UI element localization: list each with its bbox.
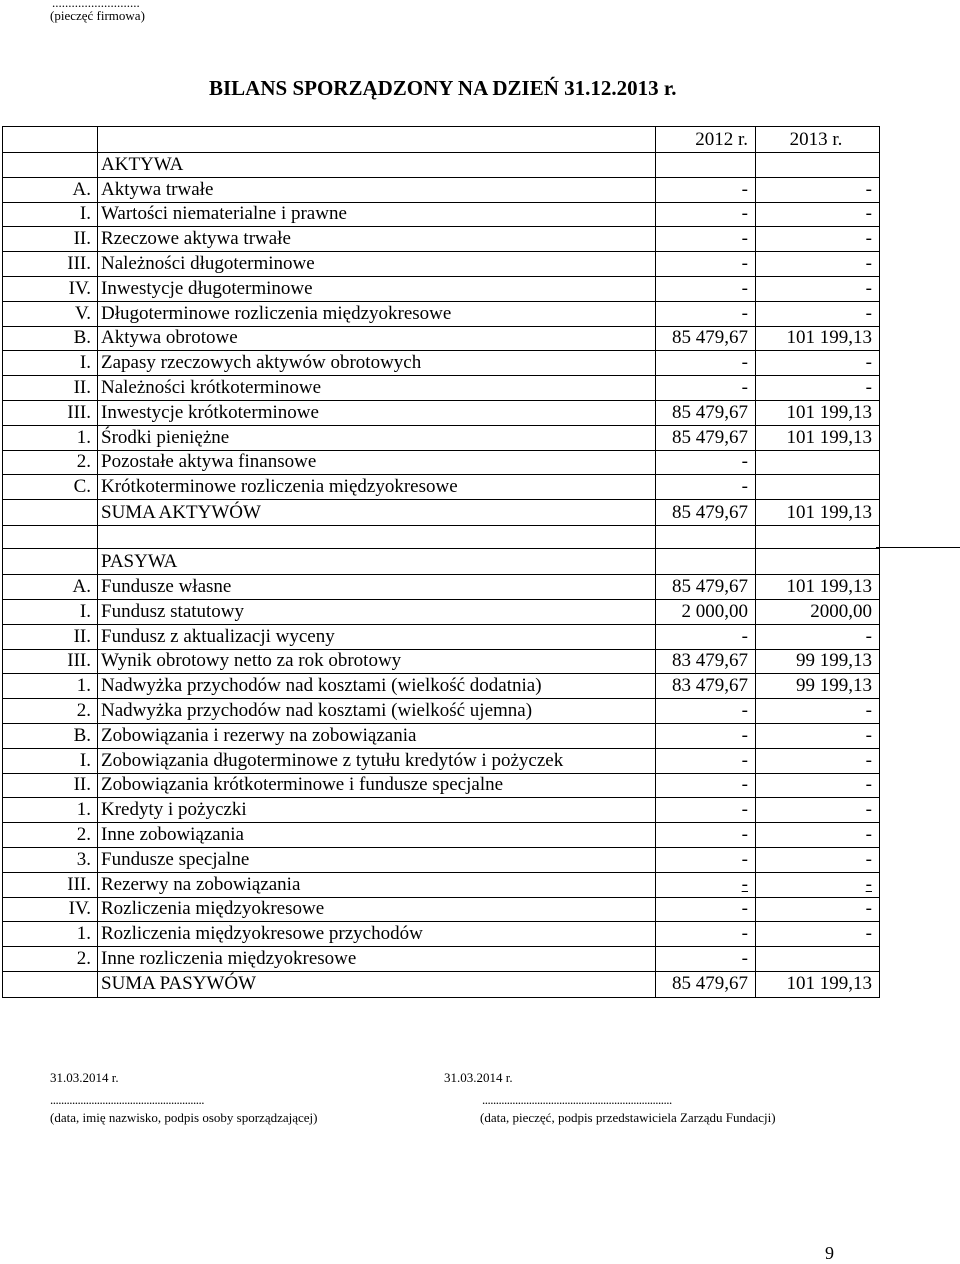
left-signature-label: (data, imię nazwisko, podpis osoby sporządzającej) bbox=[50, 1110, 318, 1125]
liability-row-label: Inne zobowiązania bbox=[98, 823, 656, 848]
asset-row-value-2013: - bbox=[756, 301, 880, 326]
liability-row-value-2013: 2000,00 bbox=[756, 599, 880, 624]
liability-row bbox=[3, 872, 880, 897]
column-header-2012: 2012 r. bbox=[656, 127, 756, 153]
liability-row-number: I. bbox=[3, 599, 98, 624]
liability-row-value-2013 bbox=[756, 947, 880, 972]
liability-row-value-2012: - bbox=[656, 897, 756, 922]
asset-row bbox=[3, 376, 880, 401]
liability-row bbox=[3, 947, 880, 972]
asset-row-number: III. bbox=[3, 252, 98, 277]
liability-row-label: Inne rozliczenia międzyokresowe bbox=[98, 947, 656, 972]
liability-row bbox=[3, 699, 880, 724]
liability-row-value-2012: - bbox=[656, 947, 756, 972]
asset-row-value-2013: - bbox=[756, 177, 880, 202]
liability-row-number: 1. bbox=[3, 674, 98, 699]
asset-row-label: Pozostałe aktywa finansowe bbox=[98, 450, 656, 475]
column-header-row bbox=[3, 127, 880, 153]
liability-row-value-2013: - bbox=[756, 699, 880, 724]
liability-row-number: III. bbox=[3, 872, 98, 897]
asset-row-label: Krótkoterminowe rozliczenia międzyokresowe bbox=[98, 475, 656, 500]
liabilities-total-2013: 101 199,13 bbox=[756, 971, 880, 997]
page-number: 9 bbox=[825, 1243, 834, 1263]
asset-row-value-2012: - bbox=[656, 276, 756, 301]
left-signature-dots: ........................................................ bbox=[50, 1092, 204, 1107]
liability-row-value-2013: - bbox=[756, 798, 880, 823]
asset-row-value-2012: - bbox=[656, 227, 756, 252]
liability-row bbox=[3, 674, 880, 699]
asset-row-value-2012: - bbox=[656, 351, 756, 376]
asset-row bbox=[3, 276, 880, 301]
asset-row-label: Zapasy rzeczowych aktywów obrotowych bbox=[98, 351, 656, 376]
liability-row-value-2012: - bbox=[656, 823, 756, 848]
column-header-2013: 2013 r. bbox=[756, 127, 880, 153]
asset-row-value-2013: 101 199,13 bbox=[756, 400, 880, 425]
left-signature-date: 31.03.2014 r. bbox=[50, 1070, 119, 1085]
asset-row-value-2012: - bbox=[656, 252, 756, 277]
asset-row-value-2013: - bbox=[756, 276, 880, 301]
right-signature-date: 31.03.2014 r. bbox=[444, 1070, 513, 1085]
asset-row-value-2013 bbox=[756, 450, 880, 475]
stamp-label: (pieczęć firmowa) bbox=[50, 8, 145, 23]
liabilities-total-label: SUMA PASYWÓW bbox=[98, 971, 656, 997]
liability-row-number: 1. bbox=[3, 798, 98, 823]
liability-row-label: Rezerwy na zobowiązania bbox=[98, 872, 656, 897]
assets-rows bbox=[3, 177, 880, 499]
liability-row-label: Zobowiązania i rezerwy na zobowiązania bbox=[98, 723, 656, 748]
asset-row bbox=[3, 351, 880, 376]
asset-row-label: Aktywa obrotowe bbox=[98, 326, 656, 351]
liability-row-value-2012: - bbox=[656, 773, 756, 798]
asset-row-label: Środki pieniężne bbox=[98, 425, 656, 450]
liability-row-value-2012: - bbox=[656, 624, 756, 649]
asset-row bbox=[3, 252, 880, 277]
liability-row bbox=[3, 823, 880, 848]
liability-row-value-2012: 2 000,00 bbox=[656, 599, 756, 624]
asset-row-label: Aktywa trwałe bbox=[98, 177, 656, 202]
liability-row bbox=[3, 847, 880, 872]
liabilities-total-row bbox=[3, 971, 880, 997]
asset-row-label: Długoterminowe rozliczenia międzyokresowe bbox=[98, 301, 656, 326]
liability-row-value-2013: 101 199,13 bbox=[756, 575, 880, 600]
liability-row-value-2013: - bbox=[756, 872, 880, 897]
liability-row-label: Kredyty i pożyczki bbox=[98, 798, 656, 823]
asset-row-value-2012: 85 479,67 bbox=[656, 326, 756, 351]
asset-row-value-2013: 101 199,13 bbox=[756, 425, 880, 450]
liability-row-value-2013: - bbox=[756, 823, 880, 848]
assets-total-label: SUMA AKTYWÓW bbox=[98, 500, 656, 526]
assets-heading-row bbox=[3, 153, 880, 178]
liability-row-value-2013: - bbox=[756, 897, 880, 922]
asset-row-value-2013: - bbox=[756, 202, 880, 227]
liability-row-value-2013: - bbox=[756, 748, 880, 773]
liability-row-value-2012: - bbox=[656, 847, 756, 872]
asset-row-number: 1. bbox=[3, 425, 98, 450]
liability-row-number: 1. bbox=[3, 922, 98, 947]
asset-row-value-2013: - bbox=[756, 252, 880, 277]
right-signature-dots: ..................................................................... bbox=[482, 1092, 672, 1107]
asset-row-value-2013: - bbox=[756, 351, 880, 376]
liability-row-number: B. bbox=[3, 723, 98, 748]
asset-row-number: C. bbox=[3, 475, 98, 500]
liability-row bbox=[3, 897, 880, 922]
liabilities-heading: PASYWA bbox=[98, 549, 656, 575]
liability-row-number: II. bbox=[3, 624, 98, 649]
asset-row-value-2012: - bbox=[656, 450, 756, 475]
liability-row-value-2012: 85 479,67 bbox=[656, 575, 756, 600]
asset-row-number: A. bbox=[3, 177, 98, 202]
liability-row-value-2012: - bbox=[656, 699, 756, 724]
liability-row-label: Fundusze własne bbox=[98, 575, 656, 600]
liability-row-number: 2. bbox=[3, 947, 98, 972]
asset-row bbox=[3, 450, 880, 475]
liability-row-value-2013: - bbox=[756, 773, 880, 798]
liability-row-value-2013: - bbox=[756, 624, 880, 649]
liability-row-label: Nadwyżka przychodów nad kosztami (wielkość ujemna) bbox=[98, 699, 656, 724]
right-signature-label: (data, pieczęć, podpis przedstawiciela Zarządu Fundacji) bbox=[480, 1110, 776, 1125]
asset-row-value-2012: - bbox=[656, 202, 756, 227]
liability-row-number: A. bbox=[3, 575, 98, 600]
liability-row-number: 2. bbox=[3, 699, 98, 724]
asset-row bbox=[3, 400, 880, 425]
liability-row-label: Zobowiązania krótkoterminowe i fundusze specjalne bbox=[98, 773, 656, 798]
asset-row-label: Należności krótkoterminowe bbox=[98, 376, 656, 401]
asset-row-number: 2. bbox=[3, 450, 98, 475]
asset-row-value-2012: - bbox=[656, 376, 756, 401]
liability-row-value-2012: - bbox=[656, 872, 756, 897]
liability-row-value-2012: - bbox=[656, 922, 756, 947]
liability-row-number: 3. bbox=[3, 847, 98, 872]
liability-row bbox=[3, 624, 880, 649]
liability-row-number: I. bbox=[3, 748, 98, 773]
liability-row-label: Rozliczenia międzyokresowe bbox=[98, 897, 656, 922]
liability-row-label: Zobowiązania długoterminowe z tytułu kredytów i pożyczek bbox=[98, 748, 656, 773]
liability-row-value-2012: 83 479,67 bbox=[656, 649, 756, 674]
asset-row-value-2012: - bbox=[656, 475, 756, 500]
liability-row-label: Fundusze specjalne bbox=[98, 847, 656, 872]
liability-row bbox=[3, 649, 880, 674]
liability-row-value-2012: - bbox=[656, 748, 756, 773]
liability-row-label: Nadwyżka przychodów nad kosztami (wielkość dodatnia) bbox=[98, 674, 656, 699]
asset-row bbox=[3, 177, 880, 202]
liabilities-rows bbox=[3, 575, 880, 972]
asset-row-value-2012: - bbox=[656, 177, 756, 202]
asset-row-number: B. bbox=[3, 326, 98, 351]
liability-row-label: Fundusz z aktualizacji wyceny bbox=[98, 624, 656, 649]
asset-row bbox=[3, 301, 880, 326]
asset-row-label: Inwestycje długoterminowe bbox=[98, 276, 656, 301]
liability-row-number: 2. bbox=[3, 823, 98, 848]
liability-row-value-2013: - bbox=[756, 922, 880, 947]
assets-total-2013: 101 199,13 bbox=[756, 500, 880, 526]
spacer-row bbox=[3, 526, 880, 549]
asset-row-number: I. bbox=[3, 351, 98, 376]
liability-row-number: III. bbox=[3, 649, 98, 674]
liability-row-value-2012: - bbox=[656, 723, 756, 748]
asset-row-label: Rzeczowe aktywa trwałe bbox=[98, 227, 656, 252]
liability-row-value-2013: 99 199,13 bbox=[756, 649, 880, 674]
asset-row-label: Wartości niematerialne i prawne bbox=[98, 202, 656, 227]
asset-row bbox=[3, 227, 880, 252]
assets-total-2012: 85 479,67 bbox=[656, 500, 756, 526]
asset-row-label: Inwestycje krótkoterminowe bbox=[98, 400, 656, 425]
liability-row-value-2012: - bbox=[656, 798, 756, 823]
table-rule-extension bbox=[876, 547, 960, 548]
asset-row-value-2013: - bbox=[756, 376, 880, 401]
liability-row bbox=[3, 599, 880, 624]
liability-row-value-2013: 99 199,13 bbox=[756, 674, 880, 699]
stamp-dots: ........................... bbox=[52, 0, 140, 10]
liability-row bbox=[3, 922, 880, 947]
asset-row-number: II. bbox=[3, 227, 98, 252]
liability-row-number: II. bbox=[3, 773, 98, 798]
asset-row-value-2013: 101 199,13 bbox=[756, 326, 880, 351]
asset-row bbox=[3, 326, 880, 351]
asset-row bbox=[3, 202, 880, 227]
asset-row-value-2012: 85 479,67 bbox=[656, 400, 756, 425]
liability-row-value-2013: - bbox=[756, 847, 880, 872]
assets-total-row bbox=[3, 500, 880, 526]
liabilities-heading-row bbox=[3, 549, 880, 575]
asset-row-number: II. bbox=[3, 376, 98, 401]
asset-row-value-2013: - bbox=[756, 227, 880, 252]
asset-row-value-2012: - bbox=[656, 301, 756, 326]
asset-row-label: Należności długoterminowe bbox=[98, 252, 656, 277]
liability-row-label: Wynik obrotowy netto za rok obrotowy bbox=[98, 649, 656, 674]
balance-sheet-table bbox=[2, 126, 880, 998]
liability-row bbox=[3, 575, 880, 600]
assets-heading: AKTYWA bbox=[98, 153, 656, 178]
asset-row bbox=[3, 425, 880, 450]
liability-row-number: IV. bbox=[3, 897, 98, 922]
liability-row bbox=[3, 773, 880, 798]
document-title: BILANS SPORZĄDZONY NA DZIEŃ 31.12.2013 r. bbox=[209, 76, 677, 100]
asset-row-number: I. bbox=[3, 202, 98, 227]
asset-row-value-2012: 85 479,67 bbox=[656, 425, 756, 450]
liability-row bbox=[3, 798, 880, 823]
liability-row-value-2013: - bbox=[756, 723, 880, 748]
asset-row-number: III. bbox=[3, 400, 98, 425]
liability-row-label: Rozliczenia międzyokresowe przychodów bbox=[98, 922, 656, 947]
asset-row bbox=[3, 475, 880, 500]
liability-row bbox=[3, 723, 880, 748]
liability-row-value-2012: 83 479,67 bbox=[656, 674, 756, 699]
liability-row bbox=[3, 748, 880, 773]
asset-row-number: IV. bbox=[3, 276, 98, 301]
asset-row-number: V. bbox=[3, 301, 98, 326]
liabilities-total-2012: 85 479,67 bbox=[656, 971, 756, 997]
asset-row-value-2013 bbox=[756, 475, 880, 500]
liability-row-label: Fundusz statutowy bbox=[98, 599, 656, 624]
